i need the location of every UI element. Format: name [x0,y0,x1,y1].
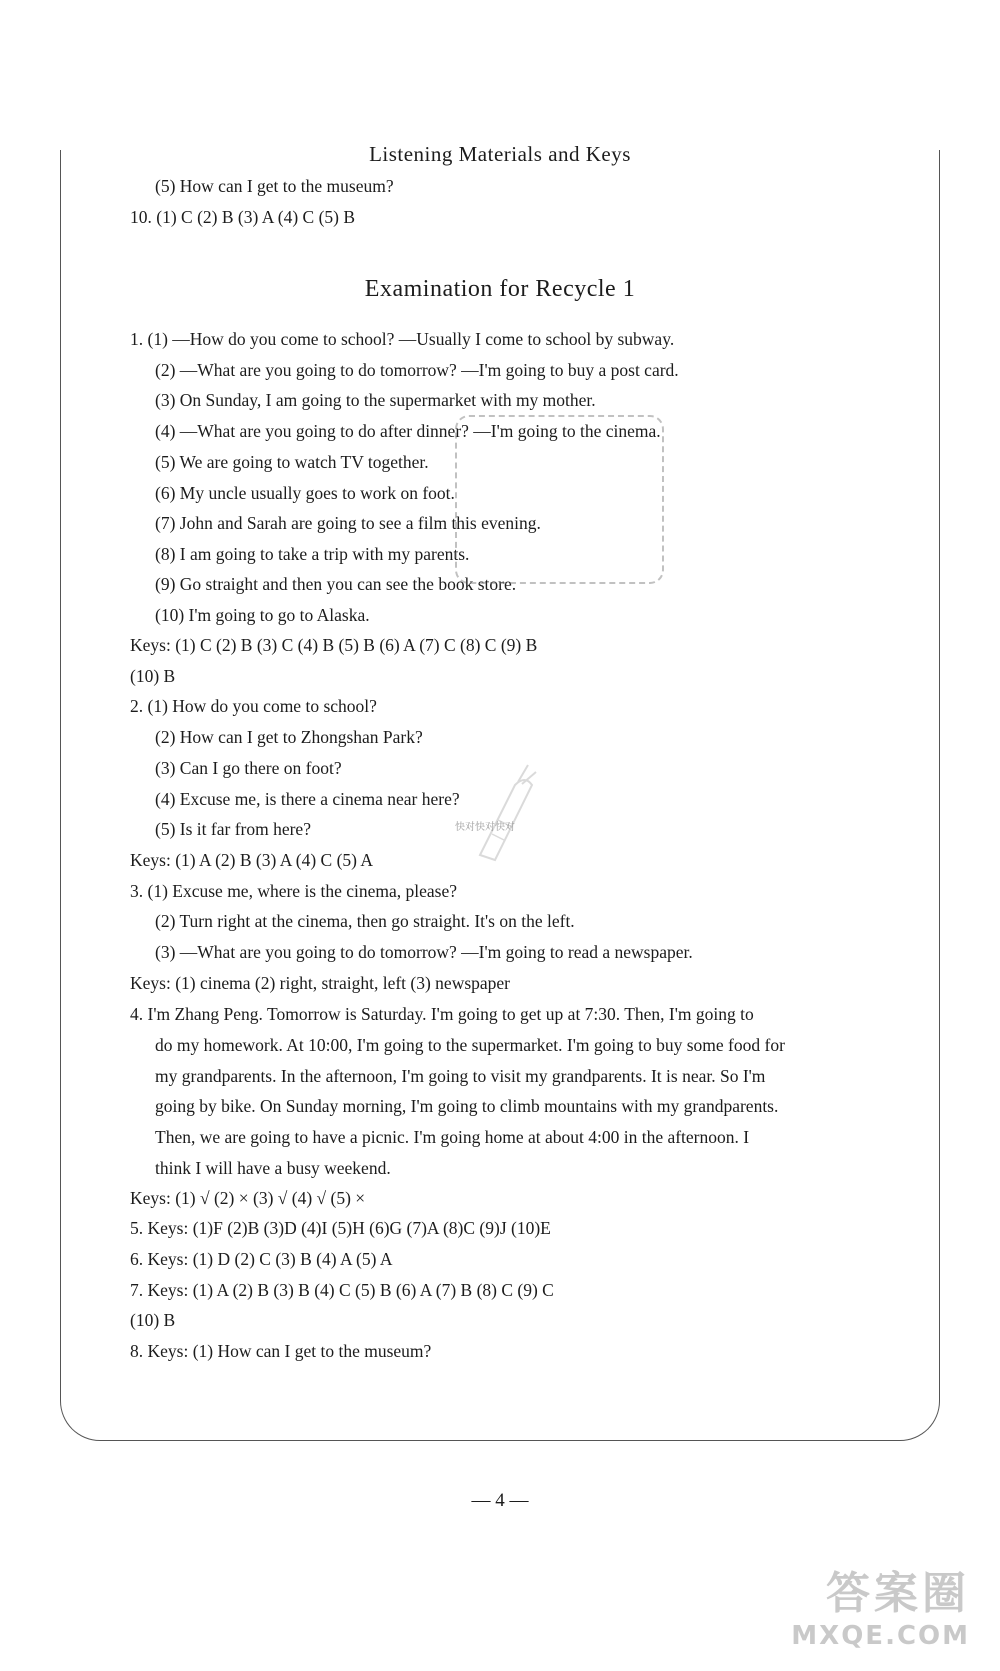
text-line: 2. (1) How do you come to school? [130,696,377,716]
watermark-line2: MXQE.COM [791,1621,970,1651]
keys-line: Keys: (1) A (2) B (3) A (4) C (5) A [130,850,374,870]
text-line: 3. (1) Excuse me, where is the cinema, please? [130,881,458,901]
running-header: Listening Materials and Keys [369,142,631,166]
text-line: (5) Is it far from here? [155,819,311,839]
text-line: 4. I'm Zhang Peng. Tomorrow is Saturday. I'm going to get up at 7:30. Then, I'm going to [130,1004,754,1024]
keys-line: 5. Keys: (1)F (2)B (3)D (4)I (5)H (6)G (7)A (8)C (9)J (10)E [130,1218,551,1238]
text-line: 10. (1) C (2) B (3) A (4) C (5) B [130,207,356,227]
text-line: (5) We are going to watch TV together. [155,452,429,472]
text-line: going by bike. On Sunday morning, I'm going to climb mountains with my grandparents. [155,1096,779,1116]
keys-line: Keys: (1) cinema (2) right, straight, left (3) newspaper [130,973,511,993]
text-line: 1. (1) —How do you come to school? —Usually I come to school by subway. [130,329,675,349]
text-line: (9) Go straight and then you can see the book store. [155,574,517,594]
text-line: (6) My uncle usually goes to work on foot. [155,483,455,503]
text-line: (4) —What are you going to do after dinner? —I'm going to the cinema. [155,421,661,441]
keys-line: Keys: (1) C (2) B (3) C (4) B (5) B (6) A (7) C (8) C (9) B [130,635,538,655]
text-line: (2) How can I get to Zhongshan Park? [155,727,423,747]
keys-line: 7. Keys: (1) A (2) B (3) B (4) C (5) B (6) A (7) B (8) C (9) C [130,1280,554,1300]
text-line: (3) On Sunday, I am going to the supermarket with my mother. [155,390,596,410]
keys-line: Keys: (1) √ (2) × (3) √ (4) √ (5) × [130,1188,366,1208]
text-line: my grandparents. In the afternoon, I'm going to visit my grandparents. It is near. So I'm [155,1066,766,1086]
keys-line: (10) B [130,666,176,686]
section-title: Examination for Recycle 1 [364,276,636,302]
text-line: do my homework. At 10:00, I'm going to the supermarket. I'm going to buy some food for [155,1035,785,1055]
keys-line: 6. Keys: (1) D (2) C (3) B (4) A (5) A [130,1249,393,1269]
text-line: Then, we are going to have a picnic. I'm going home at about 4:00 in the afternoon. I [155,1127,750,1147]
text-line: (3) Can I go there on foot? [155,758,342,778]
watermark-line1: 答案圈 [826,1568,970,1619]
text-line: (2) —What are you going to do tomorrow? —I'm going to buy a post card. [155,360,679,380]
stamp-text: 快对快对快对 [455,822,515,833]
text-line: (4) Excuse me, is there a cinema near here? [155,789,460,809]
stamp-watermark [455,415,664,584]
text-line: think I will have a busy weekend. [155,1158,391,1178]
carrot-watermark-icon [470,760,540,870]
page-number: — 4 — [471,1490,529,1511]
keys-line: (10) B [130,1310,176,1330]
text-line: (8) I am going to take a trip with my parents. [155,544,470,564]
text-line: (5) How can I get to the museum? [155,176,394,196]
text-line: (3) —What are you going to do tomorrow? —I'm going to read a newspaper. [155,942,693,962]
keys-line: 8. Keys: (1) How can I get to the museum? [130,1341,432,1361]
text-line: (10) I'm going to go to Alaska. [155,605,370,625]
text-line: (2) Turn right at the cinema, then go straight. It's on the left. [155,911,575,931]
text-line: (7) John and Sarah are going to see a film this evening. [155,513,541,533]
site-watermark [791,1557,970,1651]
